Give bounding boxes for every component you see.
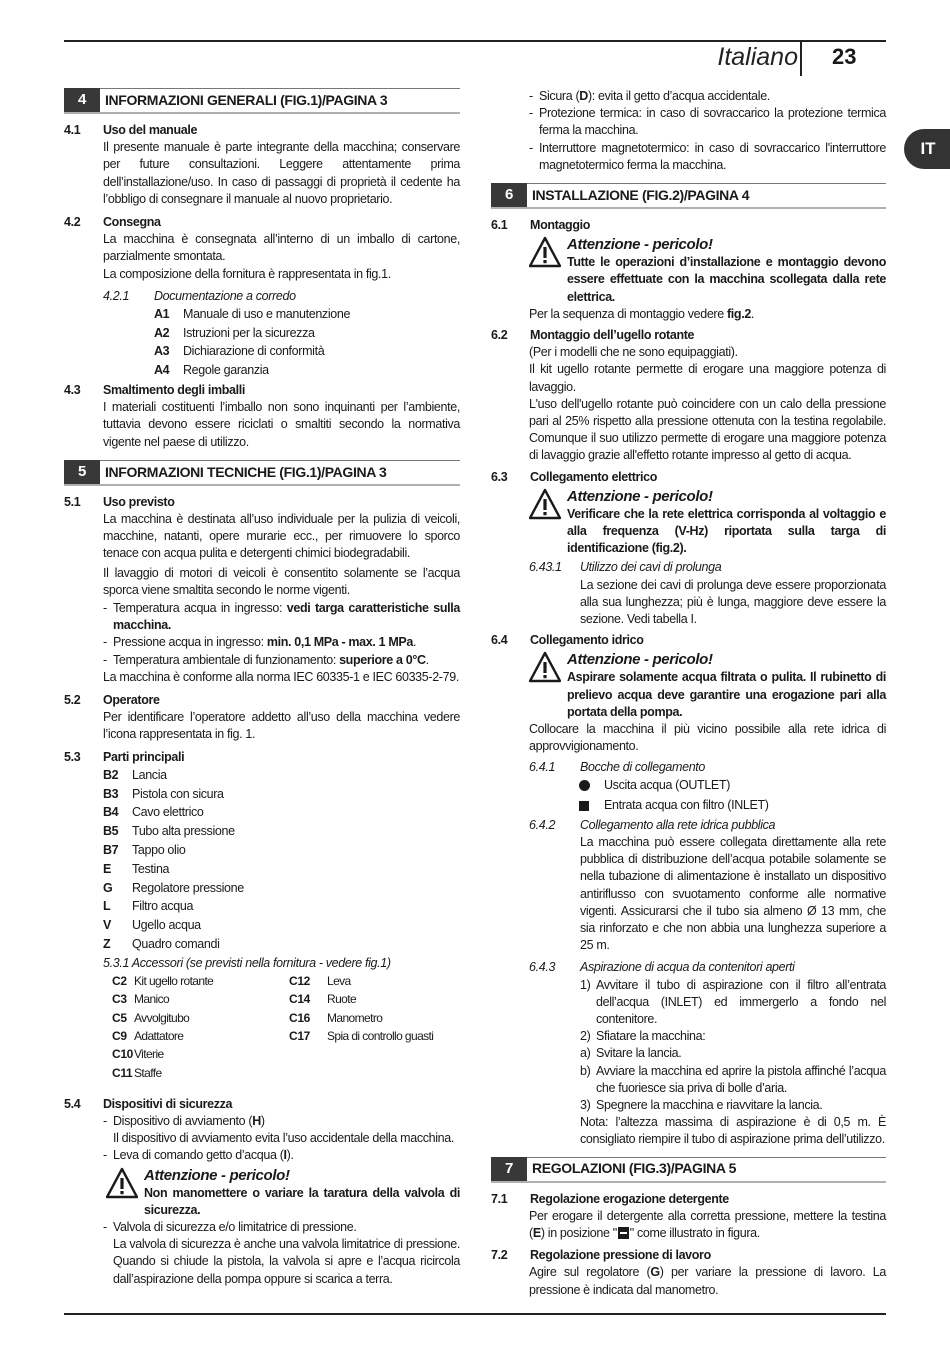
subsubsection-title: Bocche di collegamento (580, 759, 706, 774)
accessory-code: C11 (112, 1065, 133, 1080)
subsubsection-heading (529, 759, 886, 776)
bullet-item: - Pressione acqua in ingresso: min. 0,1 MPa - max. 1 MPa. (103, 635, 417, 650)
part-label: Testina (132, 861, 170, 876)
subsection-number: 4.1 (64, 123, 81, 137)
subsection-6-4 (491, 632, 886, 649)
accessories-grid (112, 972, 460, 1082)
part-label: Tappo olio (132, 843, 186, 858)
item-label: Dichiarazione di conformità (183, 344, 325, 359)
part-item (103, 841, 460, 860)
part-code: B3 (103, 786, 119, 801)
subsection-number: 5.1 (64, 494, 81, 509)
accessory-label: Avvolgitubo (134, 1010, 190, 1025)
paragraph: Per identificare l’operatore addetto all’uso della macchina vedere l’icona rappresentata in fig. 1. (103, 710, 460, 742)
warning-title: Attenzione - pericolo! (567, 487, 713, 505)
part-code: B4 (103, 805, 119, 820)
item-label: Regole garanzia (183, 362, 269, 377)
section-number: 7 (491, 1157, 527, 1181)
paragraph: Il presente manuale è parte integrante della macchina; conservare per future consultazioni. Leggere attentamente prima dell’installazione/uso. In caso di passaggi di proprietà il cedente ha l’obbligo di consegnare il manuale al nuovo proprietario. (103, 140, 460, 206)
accessory-label: Ruote (327, 992, 357, 1007)
paragraph: L'uso dell'ugello rotante può coincidere con un calo della pressione pari al 25% rispetto alla pressione ottenuta con la testina regolabile. Comunque il suo utilizzo permette di erogare una maggiore potenza di lavaggio grazie all'effetto rotante impresso al getto di acqua. (529, 396, 886, 463)
accessory-code (289, 1064, 327, 1082)
warning-header (106, 1166, 460, 1219)
paragraph-block (103, 231, 460, 283)
subsubsection-number: 6.4.1 (529, 759, 556, 774)
section-5-header (64, 460, 460, 486)
accessory-label (327, 1064, 467, 1082)
bullet-item: - Dispositivo di avviamento (H) (103, 1114, 265, 1129)
subsection-number: 5.4 (64, 1096, 81, 1111)
inlet-label: Entrata acqua con filtro (INLET) (604, 798, 769, 813)
subsection-title: Collegamento elettrico (530, 469, 658, 484)
accessory-label: Adattatore (134, 1028, 184, 1043)
accessory-label: Manometro (327, 1010, 383, 1025)
paragraph: Per erogare il detergente alla corretta pressione, mettere la testina (E) in posizione " " come illustrato in figura. (529, 1208, 886, 1240)
subsection-6-3 (491, 469, 886, 486)
paragraph: La macchina è destinata all’uso individuale per la pulizia di veicoli, macchine, natanti, opere murarie ecc., per rimuovere lo sporco tenace con acqua pulita e detergenti chimici biodegradabili. (103, 512, 460, 561)
accessory-label: Spia di controllo guasti (327, 1028, 434, 1043)
item-code: A4 (154, 362, 170, 377)
paragraph: Il kit ugello rotante permette di erogare una maggiore potenza di lavaggio. (529, 362, 886, 394)
subsection-title: Parti principali (103, 749, 185, 764)
paragraph-block (103, 511, 460, 686)
step-text: Svitare la lancia. (596, 1046, 682, 1061)
subsection-6-4-2 (529, 817, 886, 955)
safety-devices-continued (529, 88, 886, 174)
bullet-item: - Sicura (D): evita il getto d’acqua accidentale. (529, 89, 770, 103)
warning-text: Aspirare solamente acqua filtrata o pulita. Il rubinetto di prelievo acqua deve garantire una erogazione pari alla portata della pompa. (567, 670, 886, 719)
paragraph: La macchina può essere collegata direttamente alla rete pubblica di distribuzione dell’acqua potabile solamente se nella tubazione di alimentazione è installato un dispositivo antiriflusso con svuotamento conforme alle normative vigenti. Assicurarsi che il tubo sia almeno Ø 13 mm, che sia rinforzato e che non abbia una lunghezza superiore a 25 m. (580, 834, 886, 953)
bullet-item: - Protezione termica: in caso di sovraccarico la protezione termica ferma la macchina. (529, 106, 886, 138)
step-item (580, 1097, 886, 1114)
section-title: INFORMAZIONI TECNICHE (FIG.1)/PAGINA 3 (100, 460, 460, 484)
paragraph: Collocare la macchina il più vicino possibile alla rete idrica di approvvigionamento. (529, 722, 886, 754)
paragraph: La macchina è consegnata all’interno di un imballo di cartone, parzialmente smontata. (103, 232, 460, 264)
main-parts-list (103, 766, 460, 954)
part-label: Quadro comandi (132, 937, 220, 952)
paragraph: Agire sul regolatore (G) per variare la pressione di lavoro. La pressione è indicata dal manometro. (529, 1265, 887, 1297)
subsection-7-1 (491, 1191, 886, 1208)
subsection-7-2 (491, 1247, 886, 1264)
paragraph: (Per i modelli che ne sono equipaggiati). (529, 345, 738, 360)
accessory-code: C12 (289, 974, 310, 989)
subsection-6-4-3 (529, 959, 886, 1148)
subsection-title: Consegna (103, 215, 161, 230)
language-tab: IT (904, 129, 950, 169)
subsection-5-3 (64, 749, 460, 766)
section-title: INSTALLAZIONE (FIG.2)/PAGINA 4 (527, 183, 886, 207)
page-number: 23 (832, 44, 857, 69)
bullet-item: - Leva di comando getto d’acqua (I). (103, 1148, 294, 1163)
documentation-item (154, 305, 460, 324)
item-code: A3 (154, 344, 170, 359)
warning-icon (529, 236, 561, 268)
part-label: Regolatore pressione (132, 880, 244, 895)
part-label: Lancia (132, 767, 167, 782)
subsection-5-4 (64, 1096, 460, 1113)
accessory-label: Leva (327, 974, 351, 989)
bullet-item: - Interruttore magnetotermico: in caso di sovraccarico l'interruttore magnetotermico ferma la macchina. (529, 140, 886, 172)
part-item (103, 879, 460, 898)
subsection-title: Dispositivi di sicurezza (103, 1096, 233, 1111)
subsection-6-4-3-1 (529, 559, 886, 628)
warning-block (106, 1166, 460, 1219)
subsection-title: Montaggio dell’ugello rotante (530, 328, 695, 343)
paragraph: I materiali costituenti l’imballo non sono inquinanti per l’ambiente, tuttavia devono essere riciclati o smaltiti secondo la normativa vigente nel paese di utilizzo. (103, 400, 460, 449)
step-marker: a) (580, 1046, 591, 1061)
part-item (103, 897, 460, 916)
part-label: Filtro acqua (132, 899, 194, 914)
step-marker: 2) (580, 1029, 591, 1044)
subsubsection-heading (103, 288, 460, 305)
bullet-item: - Valvola di sicurezza e/o limitatrice di pressione. (103, 1220, 357, 1235)
steps-list (580, 977, 886, 1115)
accessory-code: C10 (112, 1047, 133, 1062)
warning-header (529, 235, 886, 306)
part-item (103, 766, 460, 785)
subsection-number: 5.3 (64, 749, 81, 764)
subsubsection-number: 6.4.2 (529, 817, 556, 832)
part-label: Pistola con sicura (132, 786, 224, 801)
warning-icon (529, 651, 561, 683)
subsubsection-number: 4.2.1 (103, 288, 130, 303)
note: Nota: l’altezza massima di aspirazione è di 0,5 m. È consigliato riempire il tubo di aspirazione prima dell’utilizzo. (580, 1115, 886, 1147)
subsection-title: Operatore (103, 693, 160, 708)
step-marker: 1) (580, 977, 591, 992)
circle-icon (579, 780, 590, 791)
accessory-label: Viterie (134, 1047, 164, 1062)
part-item (103, 916, 460, 935)
section-title: INFORMAZIONI GENERALI (FIG.1)/PAGINA 3 (100, 88, 460, 112)
subsection-title: Collegamento idrico (530, 633, 644, 648)
step-marker: 3) (580, 1097, 591, 1112)
warning-text: Non manomettere o variare la taratura della valvola di sicurezza. (144, 1185, 460, 1217)
left-column (64, 88, 460, 1288)
safety-valve-block (103, 1219, 460, 1288)
warning-text: Verificare che la rete elettrica corrisponda al voltaggio e alla frequenza (V-Hz) riportata sulla targa di identificazione (fig.2). (567, 506, 886, 556)
step-marker: b) (580, 1063, 591, 1078)
part-item (103, 822, 460, 841)
outlet-row (579, 776, 886, 796)
subsection-number: 6.3 (491, 469, 508, 484)
warning-block (529, 650, 886, 755)
accessory-label: Kit ugello rotante (134, 974, 214, 989)
part-code: B5 (103, 824, 119, 839)
section-4-header (64, 88, 460, 114)
subsection-4-2-1 (103, 288, 460, 379)
step-item (580, 1063, 886, 1097)
subsubsection-title: Utilizzo dei cavi di prolunga (580, 560, 722, 575)
subsubsection-number: 6.43.1 (529, 560, 562, 575)
section-number: 5 (64, 460, 100, 484)
item-code: A1 (154, 307, 170, 322)
warning-header (529, 487, 886, 558)
documentation-list (154, 305, 460, 379)
detergent-position-icon (618, 1227, 629, 1239)
subsection-6-1 (491, 217, 886, 234)
part-code: B7 (103, 843, 119, 858)
subsection-number: 6.2 (491, 328, 508, 343)
paragraph: La composizione della fornitura è rappresentata in fig.1. (103, 266, 391, 281)
subsection-number: 7.1 (491, 1191, 508, 1206)
subsection-number: 7.2 (491, 1248, 508, 1263)
subsubsection-number: 6.4.3 (529, 960, 556, 975)
paragraph: La macchina è conforme alla norma IEC 60335-1 e IEC 60335-2-79. (103, 669, 459, 684)
subsubsection-heading (529, 559, 886, 576)
subsection-6-2 (491, 327, 886, 344)
square-icon (579, 801, 589, 811)
documentation-item (154, 324, 460, 343)
warning-icon (529, 488, 561, 520)
subsection-4-3 (64, 382, 460, 399)
part-label: Ugello acqua (132, 918, 201, 933)
subsection-number: 5.2 (64, 693, 81, 708)
warning-title: Attenzione - pericolo! (567, 236, 713, 254)
language-label: Italiano (717, 43, 798, 71)
subsection-title: Montaggio (530, 218, 591, 233)
part-code: V (103, 918, 111, 933)
warning-text: Tutte le operazioni d’installazione e montaggio devono essere effettuate con la macchina scollegata dalla rete elettrica. (567, 255, 886, 304)
subsection-number: 4.3 (64, 383, 81, 398)
subsubsection-heading (529, 817, 886, 834)
part-label: Cavo elettrico (132, 805, 204, 820)
accessory-label (327, 1045, 467, 1063)
part-code: L (103, 899, 111, 914)
accessory-code: C2 (112, 974, 127, 989)
bullet-item: - Temperatura acqua in ingresso: vedi targa caratteristiche sulla macchina. (103, 601, 460, 633)
warning-icon (106, 1167, 138, 1199)
warning-header (529, 650, 886, 721)
subsubsection-title: Aspirazione di acqua da contenitori aperti (580, 960, 795, 975)
accessory-code: C16 (289, 1010, 310, 1025)
part-item (103, 860, 460, 879)
subsubsection-heading (529, 959, 886, 976)
accessory-code: C14 (289, 992, 310, 1007)
section-title: REGOLAZIONI (FIG.3)/PAGINA 5 (527, 1157, 886, 1181)
subsection-number: 6.1 (491, 218, 508, 233)
part-code: G (103, 880, 113, 895)
documentation-item (154, 361, 460, 380)
paragraph: Il dispositivo di avviamento evita l’uso accidentale della macchina. (113, 1131, 454, 1146)
step-text: Sfiatare la macchina: (596, 1029, 706, 1044)
accessory-label: Manico (134, 992, 170, 1007)
accessory-code: C17 (289, 1028, 310, 1043)
subsection-6-4-1 (529, 759, 886, 816)
subsection-title: Smaltimento degli imballi (103, 383, 245, 398)
subsection-title: Uso previsto (103, 494, 175, 509)
bullet-item: - Temperatura ambientale di funzionamento: superiore a 0°C. (103, 652, 429, 667)
subsubsection-title: Collegamento alla rete idrica pubblica (580, 817, 776, 832)
footer-rule (64, 1313, 886, 1315)
item-code: A2 (154, 325, 170, 340)
subsection-title: Regolazione pressione di lavoro (530, 1248, 711, 1263)
header-divider (800, 42, 802, 76)
item-label: Istruzioni per la sicurezza (183, 325, 315, 340)
subsection-4-1 (64, 122, 460, 139)
paragraph-block (529, 344, 886, 464)
warning-title: Attenzione - pericolo! (567, 651, 713, 669)
part-code: Z (103, 937, 111, 952)
section-number: 6 (491, 183, 527, 207)
subsection-number: 4.2 (64, 215, 81, 230)
paragraph: Il lavaggio di motori di veicoli è consentito solamente se l’acqua sporca viene smaltita secondo le norme vigenti. (103, 565, 460, 597)
paragraph: La valvola di sicurezza è anche una valvola limitatrice di pressione. Quando si chiude la pistola, la valvola si apre e l’acqua ricircola dall’aspirazione della pompa oppure si scarica a terra. (113, 1237, 460, 1286)
step-text: Avvitare il tubo di aspirazione con il filtro all’entrata dell’acqua (INLET) ed immergerlo a fondo nel contenitore. (596, 977, 886, 1026)
step-text: Avviare la macchina ed aprire la pistola affinché l’acqua che fuoriesce sia priva di bolle d’aria. (596, 1063, 886, 1095)
section-number: 4 (64, 88, 100, 112)
paragraph: Per la sequenza di montaggio vedere fig.2. (529, 306, 755, 321)
safety-devices-block (103, 1113, 460, 1165)
part-item (103, 785, 460, 804)
step-item (580, 977, 886, 1029)
accessories-heading: 5.3.1 Accessori (se previsti nella fornitura - vedere fig.1) (103, 955, 391, 970)
documentation-item (154, 342, 460, 361)
subsection-title: Regolazione erogazione detergente (530, 1191, 729, 1206)
paragraph: La sezione dei cavi di prolunga deve essere proporzionata alla sua lunghezza; più è lunga, maggiore deve essere la sezione. Vedi tabella I. (580, 577, 886, 627)
item-label: Manuale di uso e manutenzione (183, 307, 351, 322)
accessory-code: C3 (112, 992, 127, 1007)
part-label: Tubo alta pressione (132, 824, 235, 839)
step-item (580, 1045, 886, 1062)
part-item (103, 803, 460, 822)
warning-title: Attenzione - pericolo! (144, 1166, 290, 1184)
part-item (103, 935, 460, 954)
subsection-number: 6.4 (491, 633, 508, 648)
section-7-header (491, 1157, 886, 1183)
accessory-code (289, 1045, 327, 1063)
right-column (491, 88, 886, 1299)
part-code: E (103, 861, 111, 876)
subsubsection-title: Documentazione a corredo (154, 288, 296, 303)
accessory-label: Staffe (134, 1065, 162, 1080)
subsection-title: Uso del manuale (103, 123, 198, 137)
subsection-5-2 (64, 692, 460, 709)
subsection-4-2 (64, 214, 460, 231)
step-text: Spegnere la macchina e riavvitare la lancia. (596, 1097, 823, 1112)
warning-block (529, 235, 886, 323)
outlet-label: Uscita acqua (OUTLET) (604, 778, 731, 793)
accessory-code: C5 (112, 1010, 127, 1025)
step-item (580, 1028, 886, 1045)
warning-block (529, 487, 886, 558)
part-code: B2 (103, 767, 119, 782)
accessory-code: C9 (112, 1028, 127, 1043)
subsection-5-1 (64, 494, 460, 511)
section-6-header (491, 183, 886, 209)
inlet-row (579, 796, 886, 816)
